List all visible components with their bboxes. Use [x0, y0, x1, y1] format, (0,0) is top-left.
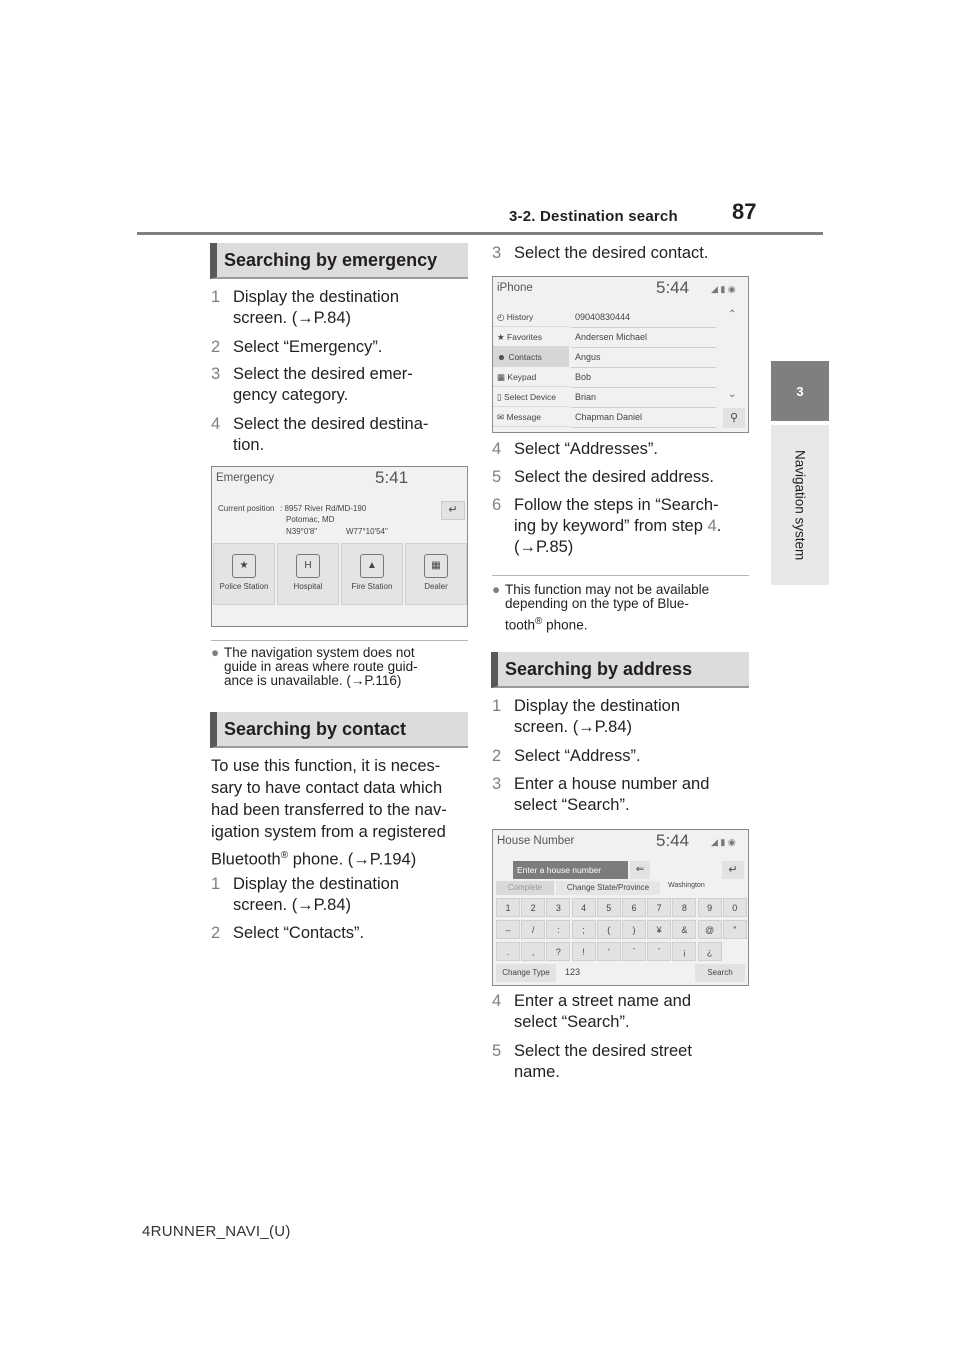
step-text: Enter a street name and	[514, 992, 692, 1010]
search-button[interactable]: Search	[695, 964, 745, 982]
step-number: 2	[492, 747, 502, 765]
signal-icon: ◢ ▮ ◉	[711, 284, 736, 294]
key-row2[interactable]: ¥	[647, 920, 671, 939]
menu-contacts[interactable]	[493, 347, 569, 367]
intro-line: phone. (→P.194)	[288, 850, 417, 869]
menu-label: Keypad	[507, 372, 537, 382]
list-item[interactable]: Chapman Daniel	[571, 407, 716, 428]
chapter-number: 3	[796, 383, 804, 399]
page-number: 87	[732, 199, 757, 224]
intro-line: had been transferred to the nav-	[211, 801, 447, 819]
note-text: guide in areas where route guid-	[224, 659, 418, 674]
step-text: (→P.85)	[514, 538, 574, 556]
contact-step-5	[492, 467, 752, 489]
step-text: name.	[514, 1063, 560, 1081]
category-dealer[interactable]	[405, 543, 467, 605]
back-icon[interactable]: ↵	[441, 501, 465, 520]
house-number-screenshot	[492, 829, 749, 986]
screen-time: 5:41	[375, 468, 409, 487]
hospital-icon: H	[296, 554, 320, 578]
step-text: Select “Address”.	[514, 747, 641, 765]
menu-label: Message	[506, 412, 541, 422]
step-number: 3	[492, 775, 502, 793]
list-item[interactable]: Andersen Michael	[571, 327, 716, 348]
police-icon: ★	[232, 554, 256, 578]
key-row3[interactable]: ,	[521, 942, 545, 961]
menu-select-device[interactable]	[493, 387, 569, 407]
category-label: Dealer	[424, 582, 448, 591]
key-row3[interactable]: ´	[647, 942, 671, 961]
address-step-1	[492, 696, 752, 740]
key-row2[interactable]: @	[698, 920, 722, 939]
key-row2[interactable]: &	[672, 920, 696, 939]
screen-time: 5:44	[656, 831, 690, 850]
key-row1[interactable]: 1	[496, 898, 520, 917]
note-text: tooth	[505, 617, 536, 633]
list-item[interactable]: Angus	[571, 347, 716, 368]
step-number: 4	[211, 415, 221, 433]
chapter-title: Navigation system	[792, 449, 808, 561]
bullet-icon: ●	[492, 582, 501, 597]
emergency-step-1	[211, 287, 461, 331]
step-text: tion.	[233, 436, 265, 454]
category-police-station[interactable]	[213, 543, 275, 605]
screen-header	[493, 277, 748, 303]
key-row-3	[496, 942, 748, 962]
step-number: 5	[492, 468, 502, 486]
step-number: 2	[211, 924, 221, 942]
category-label: Police Station	[219, 582, 269, 591]
note-rule	[492, 575, 749, 576]
menu-label: History	[506, 312, 534, 322]
emergency-screenshot	[211, 466, 468, 627]
step-ref: 4	[707, 517, 717, 535]
key-row1[interactable]: 7	[647, 898, 671, 917]
category-hospital[interactable]	[277, 543, 339, 605]
step-number: 1	[211, 288, 221, 306]
step-number: 1	[211, 875, 221, 893]
key-row2[interactable]: –	[496, 920, 520, 939]
key-row2[interactable]: ;	[572, 920, 596, 939]
key-row1[interactable]: 2	[521, 898, 545, 917]
search-icon[interactable]: ⚲	[723, 408, 745, 428]
header-rule	[137, 232, 823, 235]
key-row2[interactable]: /	[521, 920, 545, 939]
latitude: N39°0'8"	[286, 527, 318, 536]
step-number: 2	[211, 338, 221, 356]
key-row3[interactable]: `	[622, 942, 646, 961]
step-text: screen. (→P.84)	[233, 309, 351, 327]
screen-header	[493, 830, 748, 856]
star-icon: ★	[497, 332, 507, 342]
key-row1[interactable]: 5	[597, 898, 621, 917]
emergency-step-2	[211, 337, 461, 359]
note-text: depending on the type of Blue-	[505, 596, 689, 611]
step-number: 4	[492, 440, 502, 458]
key-row3[interactable]: !	[572, 942, 596, 961]
key-row2[interactable]: )	[622, 920, 646, 939]
emergency-note	[211, 646, 468, 694]
message-icon: ✉	[497, 412, 507, 422]
step-text: .	[716, 517, 722, 535]
heading-address: Searching by address	[491, 652, 749, 688]
step-text: select “Search”.	[514, 1013, 630, 1031]
step-text: screen. (→P.84)	[233, 896, 351, 914]
step-text: ing by keyword” from step	[514, 517, 708, 535]
list-item[interactable]: Brian	[571, 387, 716, 408]
registered-mark: ®	[535, 616, 543, 627]
menu-label: Favorites	[506, 332, 542, 342]
key-row1[interactable]: 8	[672, 898, 696, 917]
key-row3[interactable]: .	[496, 942, 520, 961]
step-number: 4	[492, 992, 502, 1010]
chapter-tab	[771, 361, 829, 421]
contact-step-2	[211, 923, 461, 945]
step-text: Select “Contacts”.	[233, 924, 365, 942]
heading-emergency: Searching by emergency	[210, 243, 468, 279]
person-icon: ☻	[497, 352, 509, 362]
key-row3[interactable]: ¿	[698, 942, 722, 961]
device-icon: ▯	[497, 392, 505, 402]
menu-history[interactable]	[493, 307, 569, 327]
step-text: Display the destination	[233, 875, 400, 893]
category-fire-station[interactable]	[341, 543, 403, 605]
back-icon[interactable]: ↵	[722, 861, 744, 879]
screen-title: iPhone	[497, 282, 533, 294]
step-text: Select the desired contact.	[514, 244, 709, 262]
emergency-step-3	[211, 364, 461, 408]
step-text: Select the desired emer-	[233, 365, 413, 383]
fire-truck-icon: ▲	[360, 554, 384, 578]
longitude: W77°10'54"	[346, 527, 388, 536]
screen-title: Emergency	[216, 472, 275, 484]
step-text: Select the desired street	[514, 1042, 692, 1060]
intro-line: sary to have contact data which	[211, 779, 443, 797]
key-row2[interactable]: :	[546, 920, 570, 939]
contact-step-1	[211, 874, 461, 918]
category-label: Fire Station	[351, 582, 393, 591]
intro-line: igation system from a registered	[211, 823, 446, 841]
category-label: Hospital	[293, 582, 323, 591]
current-position-label: Current position	[218, 504, 275, 513]
key-row3[interactable]: '	[597, 942, 621, 961]
contact-step-3	[492, 243, 752, 265]
menu-message[interactable]	[493, 407, 569, 427]
menu-favorites[interactable]	[493, 327, 569, 347]
step-text: screen. (→P.84)	[514, 718, 632, 736]
keypad-icon: ▦	[497, 372, 508, 382]
key-row1[interactable]: 3	[546, 898, 570, 917]
signal-icon: ◢ ▮ ◉	[711, 837, 736, 847]
model-code: 4RUNNER_NAVI_(U)	[142, 1223, 291, 1240]
screen-title: House Number	[497, 835, 575, 847]
key-row1[interactable]: 6	[622, 898, 646, 917]
state-label: Washington	[668, 882, 705, 889]
step-number: 6	[492, 496, 502, 514]
clock-icon: ◴	[497, 312, 507, 322]
list-item[interactable]: 09040830444	[571, 307, 716, 328]
address-step-2	[492, 746, 752, 768]
emergency-step-4	[211, 414, 461, 458]
intro-line: To use this function, it is neces-	[211, 757, 441, 775]
complete-button[interactable]: Complete	[496, 881, 554, 895]
menu-label: Select Device	[504, 392, 557, 402]
screen-header	[212, 467, 467, 493]
key-row1[interactable]: 9	[698, 898, 722, 917]
bullet-icon: ●	[211, 645, 220, 660]
input-mode: 123	[565, 967, 581, 977]
address-step-5	[492, 1041, 752, 1085]
registered-mark: ®	[280, 850, 289, 861]
menu-keypad[interactable]	[493, 367, 569, 387]
note-rule	[211, 640, 468, 641]
section-title: 3-2. Destination search	[509, 208, 678, 225]
note-text: phone.	[542, 617, 588, 633]
change-state-button[interactable]: Change State/Province	[556, 881, 660, 895]
heading-contact: Searching by contact	[210, 712, 468, 748]
intro-line: Bluetooth	[211, 850, 281, 869]
step-number: 1	[492, 697, 502, 715]
page-up-icon[interactable]: ⌃	[728, 309, 737, 320]
step-text: Display the destination	[233, 288, 400, 306]
note-text: This function may not be available	[505, 582, 710, 597]
key-row1[interactable]: 0	[723, 898, 747, 917]
address-step-3	[492, 774, 752, 818]
step-number: 3	[211, 365, 221, 383]
house-number-input[interactable]: Enter a house number	[513, 861, 628, 879]
step-text: Select “Addresses”.	[514, 440, 658, 458]
step-text: Follow the steps in “Search-	[514, 496, 719, 514]
step-text: Select the desired destina-	[233, 415, 429, 433]
note-text: The navigation system does not	[224, 645, 415, 660]
contact-step-4	[492, 439, 752, 461]
step-text: Enter a house number and	[514, 775, 710, 793]
key-row-1	[496, 898, 748, 918]
change-type-button[interactable]: Change Type	[496, 964, 556, 982]
menu-label: Contacts	[508, 352, 542, 362]
key-row2[interactable]: (	[597, 920, 621, 939]
contact-note	[492, 583, 752, 635]
screen-time: 5:44	[656, 278, 690, 297]
key-row3[interactable]: ?	[546, 942, 570, 961]
key-row3[interactable]: ¡	[672, 942, 696, 961]
list-item[interactable]: Bob	[571, 367, 716, 388]
step-text: gency category.	[233, 386, 349, 404]
contact-intro	[211, 755, 471, 871]
address-line-1: : 8957 River Rd/MD-190	[280, 504, 367, 513]
key-row2[interactable]: "	[723, 920, 747, 939]
page-down-icon[interactable]: ⌄	[728, 389, 737, 400]
step-text: Select “Emergency”.	[233, 338, 383, 356]
step-text: select “Search”.	[514, 796, 630, 814]
dealer-icon: ▦	[424, 554, 448, 578]
note-text: ance is unavailable. (→P.116)	[224, 673, 402, 688]
contact-step-6	[492, 495, 752, 561]
address-step-4	[492, 991, 752, 1035]
key-row1[interactable]: 4	[572, 898, 596, 917]
step-text: Select the desired address.	[514, 468, 714, 486]
step-number: 5	[492, 1042, 502, 1060]
step-number: 3	[492, 244, 502, 262]
key-row-2	[496, 920, 748, 940]
step-text: Display the destination	[514, 697, 681, 715]
address-line-2: Potomac, MD	[286, 515, 335, 524]
backspace-icon[interactable]: ⇐	[630, 861, 650, 879]
chapter-tab-label	[771, 425, 829, 585]
contacts-screenshot	[492, 276, 749, 433]
